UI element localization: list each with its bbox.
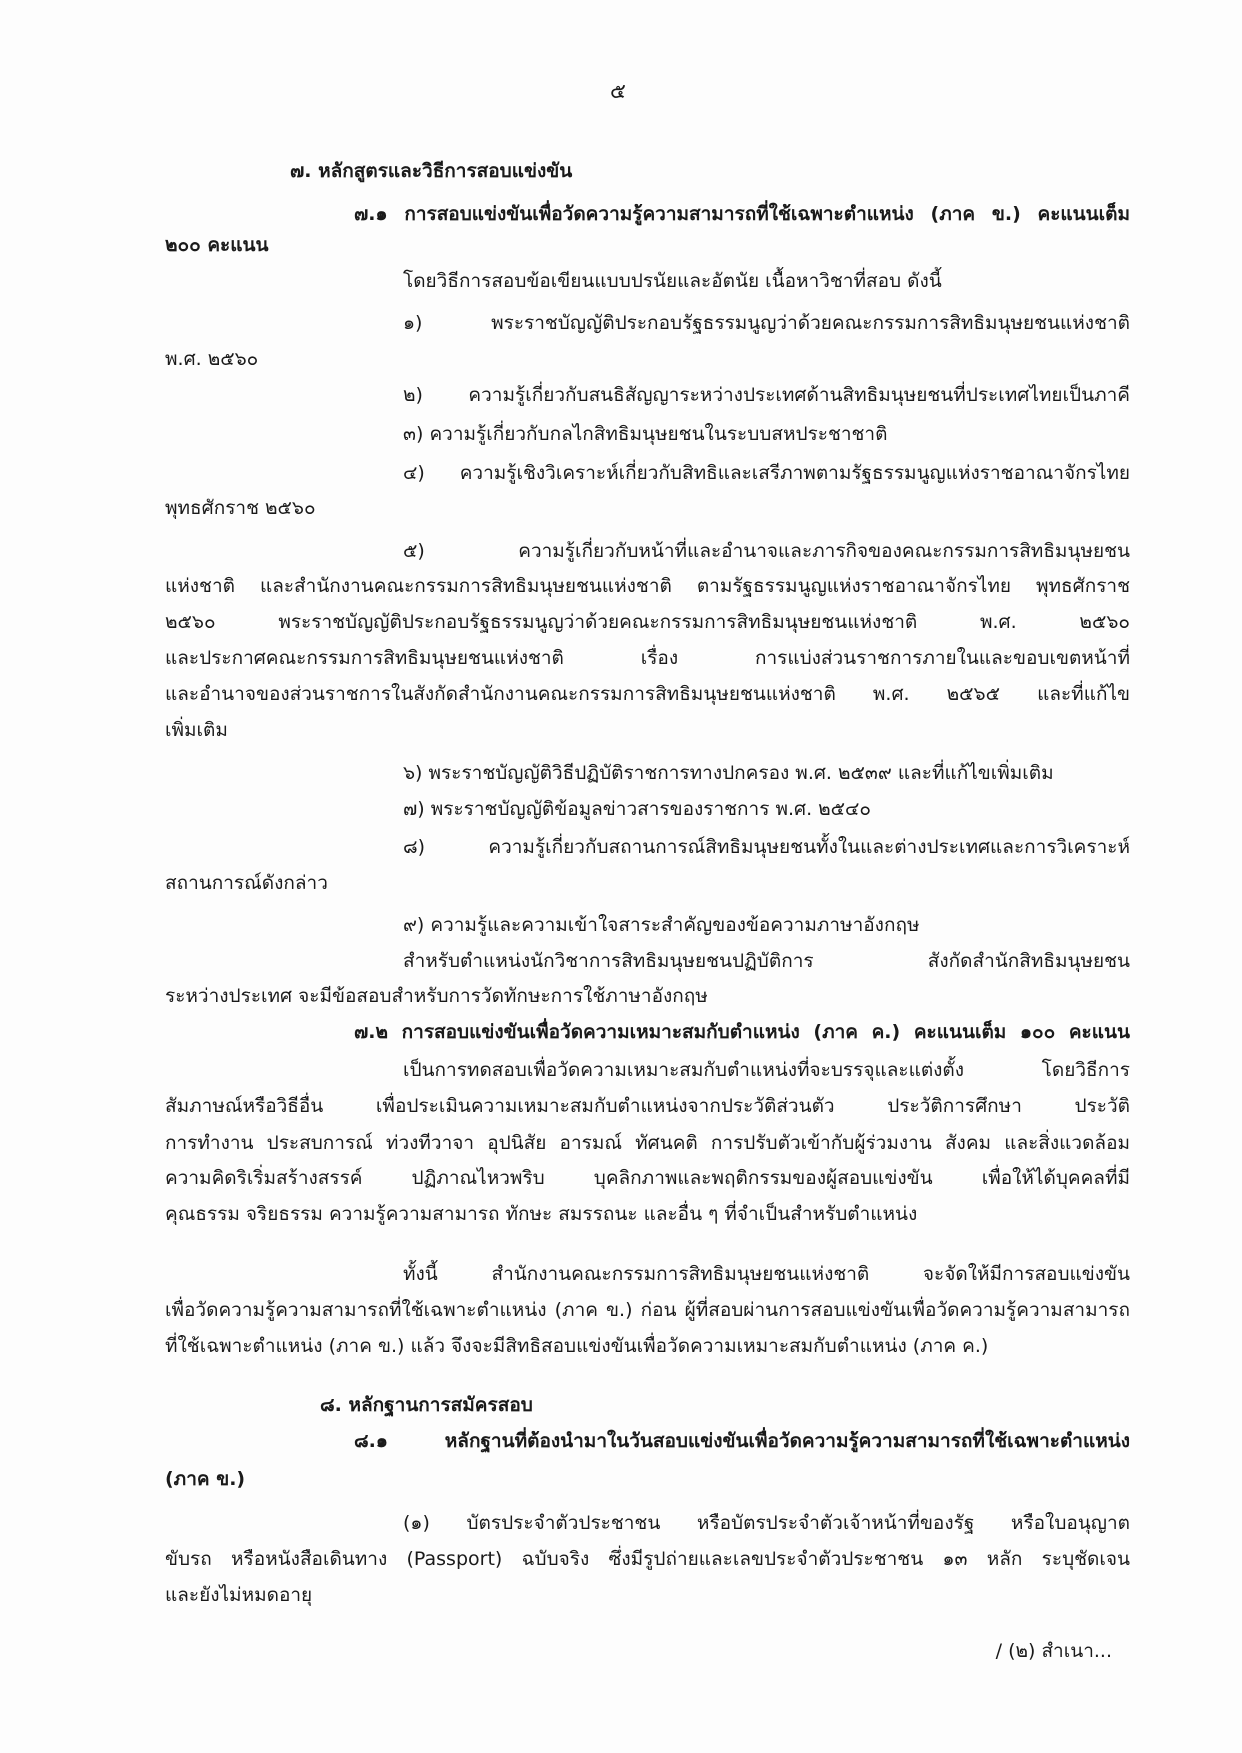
note-line-2: เพื่อวัดความรู้ความสามารถที่ใช้เฉพาะตำแหน่ง (ภาค ข.) ก่อน ผู้ที่สอบผ่านการสอบแข่งขันเพื่อวัดความรู้ความสามารถ bbox=[165, 1299, 1130, 1321]
list-item-4-cont: พุทธศักราช ๒๕๖๐ bbox=[165, 497, 316, 519]
list-item-5-line-1: ๕) ความรู้เกี่ยวกับหน้าที่และอำนาจและภารกิจของคณะกรรมการสิทธิมนุษยชน bbox=[403, 540, 1130, 562]
list-item-1: ๑) พระราชบัญญัติประกอบรัฐธรรมนูญว่าด้วยคณะกรรมการสิทธิมนุษยชนแห่งชาติ bbox=[403, 312, 1130, 334]
section-7-2-line-3: การทำงาน ประสบการณ์ ท่วงทีวาจา อุปนิสัย อารมณ์ ทัศนคติ การปรับตัวเข้ากับผู้ร่วมงาน สังคม และสิ่งแวดล้อม bbox=[165, 1132, 1130, 1154]
exam-method: โดยวิธีการสอบข้อเขียนแบบปรนัยและอัตนัย เนื้อหาวิชาที่สอบ ดังนี้ bbox=[403, 270, 942, 292]
list-item-7: ๗) พระราชบัญญัติข้อมูลข่าวสารของราชการ พ.ศ. ๒๕๔๐ bbox=[403, 798, 872, 820]
section-7-2-line-5: คุณธรรม จริยธรรม ความรู้ความสามารถ ทักษะ สมรรถนะ และอื่น ๆ ที่จำเป็นสำหรับตำแหน่ง bbox=[165, 1203, 918, 1225]
continuation-note: / (๒) สำเนา... bbox=[995, 1640, 1112, 1662]
section-7-2-title: ๗.๒ การสอบแข่งขันเพื่อวัดความเหมาะสมกับตำแหน่ง (ภาค ค.) คะแนนเต็ม ๑๐๐ คะแนน bbox=[354, 1021, 1130, 1043]
list-item-1-cont: พ.ศ. ๒๕๖๐ bbox=[165, 348, 259, 370]
list-item-8: ๘) ความรู้เกี่ยวกับสถานการณ์สิทธิมนุษยชนทั้งในและต่างประเทศและการวิเคราะห์ bbox=[403, 836, 1130, 858]
list-item-5-line-5: และอำนาจของส่วนราชการในสังกัดสำนักงานคณะกรรมการสิทธิมนุษยชนแห่งชาติ พ.ศ. ๒๕๖๕ และที่แก้ไข bbox=[165, 683, 1130, 705]
section-8-1-title-cont: (ภาค ข.) bbox=[165, 1468, 246, 1490]
page-number: ๕ bbox=[610, 79, 626, 103]
section-8-heading: ๘. หลักฐานการสมัครสอบ bbox=[320, 1394, 533, 1416]
list-item-5-line-6: เพิ่มเติม bbox=[165, 719, 228, 741]
note-line-1: ทั้งนี้ สำนักงานคณะกรรมการสิทธิมนุษยชนแห่งชาติ จะจัดให้มีการสอบแข่งขัน bbox=[403, 1263, 1130, 1285]
list-item-5-line-2: แห่งชาติ และสำนักงานคณะกรรมการสิทธิมนุษยชนแห่งชาติ ตามรัฐธรรมนูญแห่งราชอาณาจักรไทย พุทธศักราช bbox=[165, 575, 1130, 597]
list-item-5-line-4: และประกาศคณะกรรมการสิทธิมนุษยชนแห่งชาติ เรื่อง การแบ่งส่วนราชการภายในและขอบเขตหน้าที่ bbox=[165, 647, 1130, 669]
section-7-2-line-2: สัมภาษณ์หรือวิธีอื่น เพื่อประเมินความเหมาะสมกับตำแหน่งจากประวัติส่วนตัว ประวัติการศึกษา ประวัติ bbox=[165, 1095, 1130, 1117]
list-item-9-note-line-1: สำหรับตำแหน่งนักวิชาการสิทธิมนุษยชนปฏิบัติการ สังกัดสำนักสิทธิมนุษยชน bbox=[403, 950, 1130, 972]
section-7-2-line-4: ความคิดริเริ่มสร้างสรรค์ ปฏิภาณไหวพริบ บุคลิกภาพและพฤติกรรมของผู้สอบแข่งขัน เพื่อให้ได้บุคคลที่มี bbox=[165, 1167, 1130, 1189]
note-line-3: ที่ใช้เฉพาะตำแหน่ง (ภาค ข.) แล้ว จึงจะมีสิทธิสอบแข่งขันเพื่อวัดความเหมาะสมกับตำแหน่ง (ภาค ค.) bbox=[165, 1335, 989, 1357]
section-7-1-title-cont: ๒๐๐ คะแนน bbox=[165, 234, 269, 256]
list-item-9-note-line-2: ระหว่างประเทศ จะมีข้อสอบสำหรับการวัดทักษะการใช้ภาษาอังกฤษ bbox=[165, 985, 708, 1007]
list-item-8-cont: สถานการณ์ดังกล่าว bbox=[165, 872, 328, 894]
section-7-heading: ๗. หลักสูตรและวิธีการสอบแข่งขัน bbox=[290, 160, 573, 182]
list-item-6: ๖) พระราชบัญญัติวิธีปฏิบัติราชการทางปกครอง พ.ศ. ๒๕๓๙ และที่แก้ไขเพิ่มเติม bbox=[403, 762, 1054, 784]
section-7-1-title: ๗.๑ การสอบแข่งขันเพื่อวัดความรู้ความสามารถที่ใช้เฉพาะตำแหน่ง (ภาค ข.) คะแนนเต็ม bbox=[354, 203, 1130, 225]
document-item-1-line-3: และยังไม่หมดอายุ bbox=[165, 1584, 313, 1606]
section-8-1-title: ๘.๑ หลักฐานที่ต้องนำมาในวันสอบแข่งขันเพื่อวัดความรู้ความสามารถที่ใช้เฉพาะตำแหน่ง bbox=[354, 1430, 1130, 1452]
section-7-2-line-1: เป็นการทดสอบเพื่อวัดความเหมาะสมกับตำแหน่งที่จะบรรจุและแต่งตั้ง โดยวิธีการ bbox=[403, 1059, 1130, 1081]
document-item-1-line-2: ขับรถ หรือหนังสือเดินทาง (Passport) ฉบับจริง ซึ่งมีรูปถ่ายและเลขประจำตัวประชาชน ๑๓ หลัก ระบุชัดเจน bbox=[165, 1548, 1130, 1570]
list-item-4: ๔) ความรู้เชิงวิเคราะห์เกี่ยวกับสิทธิและเสรีภาพตามรัฐธรรมนูญแห่งราชอาณาจักรไทย bbox=[403, 462, 1130, 484]
list-item-2: ๒) ความรู้เกี่ยวกับสนธิสัญญาระหว่างประเทศด้านสิทธิมนุษยชนที่ประเทศไทยเป็นภาคี bbox=[403, 384, 1130, 406]
list-item-9: ๙) ความรู้และความเข้าใจสาระสำคัญของข้อความภาษาอังกฤษ bbox=[403, 914, 920, 936]
document-item-1-line-1: (๑) บัตรประจำตัวประชาชน หรือบัตรประจำตัวเจ้าหน้าที่ของรัฐ หรือใบอนุญาต bbox=[403, 1512, 1130, 1534]
list-item-5-line-3: ๒๕๖๐ พระราชบัญญัติประกอบรัฐธรรมนูญว่าด้วยคณะกรรมการสิทธิมนุษยชนแห่งชาติ พ.ศ. ๒๕๖๐ bbox=[165, 611, 1130, 633]
list-item-3: ๓) ความรู้เกี่ยวกับกลไกสิทธิมนุษยชนในระบบสหประชาชาติ bbox=[403, 423, 888, 445]
